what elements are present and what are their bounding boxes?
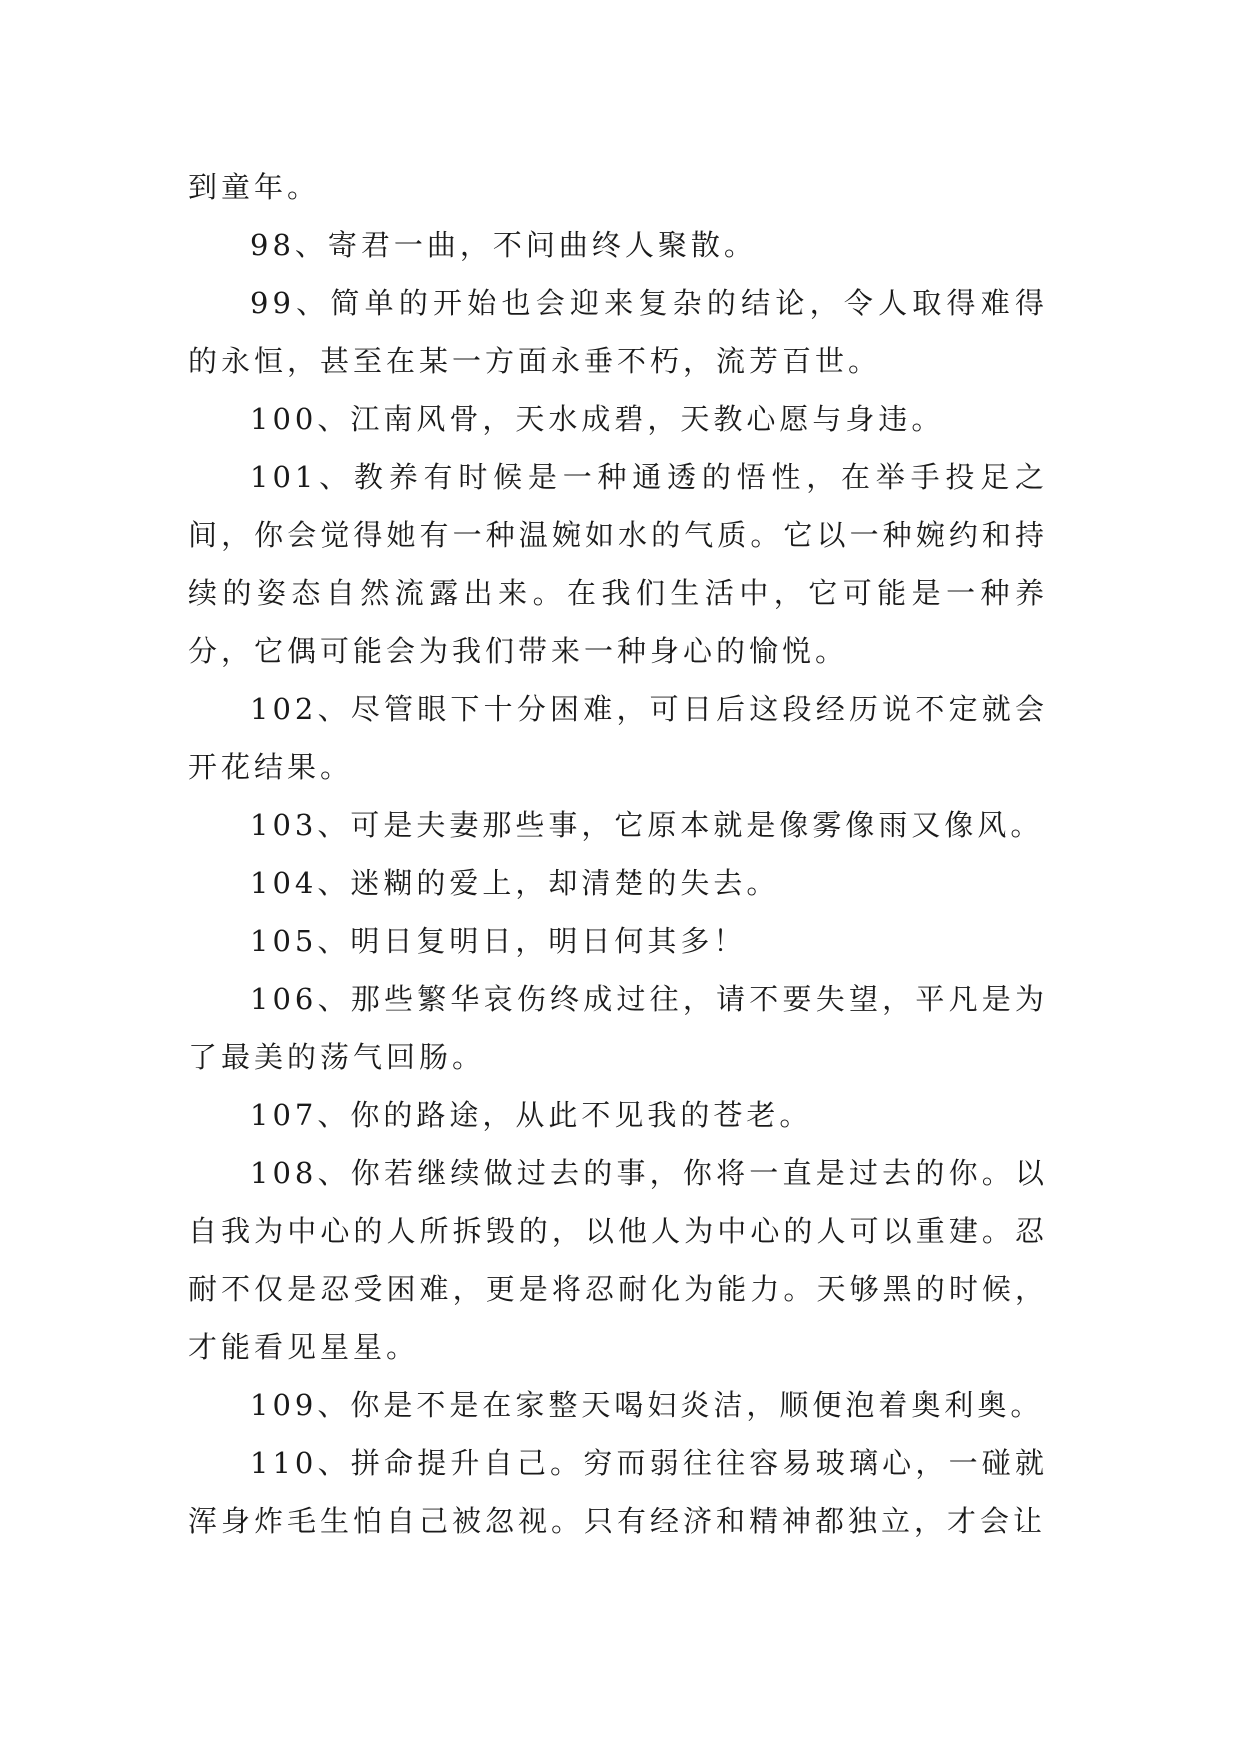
paragraph-103: 103、可是夫妻那些事，它原本就是像雾像雨又像风。 — [250, 808, 1044, 842]
paragraph-101: 101、教养有时候是一种通透的悟性，在举手投足之间，你会觉得她有一种温婉如水的气质。它以一种婉约和持续的姿态自然流露出来。在我们生活中，它可能是一种养分，它偶可能会为我们带来一种身心的愉悦。 — [188, 460, 1048, 668]
document-body — [188, 158, 1048, 1550]
paragraph-109: 109、你是不是在家整天喝妇炎洁，顺便泡着奥利奥。 — [250, 1388, 1044, 1422]
paragraph-continuation: 到童年。 — [188, 170, 321, 204]
paragraph-107: 107、你的路途，从此不见我的苍老。 — [250, 1098, 813, 1132]
paragraph-104: 104、迷糊的爱上，却清楚的失去。 — [250, 866, 780, 900]
paragraph-110: 110、拼命提升自己。穷而弱往往容易玻璃心，一碰就浑身炸毛生怕自己被忽视。只有经济和精神都独立，才会让 — [188, 1446, 1048, 1538]
paragraph-105: 105、明日复明日，明日何其多！ — [250, 924, 747, 958]
paragraph-106: 106、那些繁华哀伤终成过往，请不要失望，平凡是为了最美的荡气回肠。 — [188, 982, 1048, 1074]
paragraph-108: 108、你若继续做过去的事，你将一直是过去的你。以自我为中心的人所拆毁的，以他人为中心的人可以重建。忍耐不仅是忍受困难，更是将忍耐化为能力。天够黑的时候，才能看见星星。 — [188, 1156, 1048, 1364]
paragraph-102: 102、尽管眼下十分困难，可日后这段经历说不定就会开花结果。 — [188, 692, 1048, 784]
paragraph-98: 98、寄君一曲，不问曲终人聚散。 — [250, 228, 757, 262]
paragraph-99: 99、简单的开始也会迎来复杂的结论，令人取得难得的永恒，甚至在某一方面永垂不朽，流芳百世。 — [188, 286, 1048, 378]
paragraph-100: 100、江南风骨，天水成碧，天教心愿与身违。 — [250, 402, 945, 436]
